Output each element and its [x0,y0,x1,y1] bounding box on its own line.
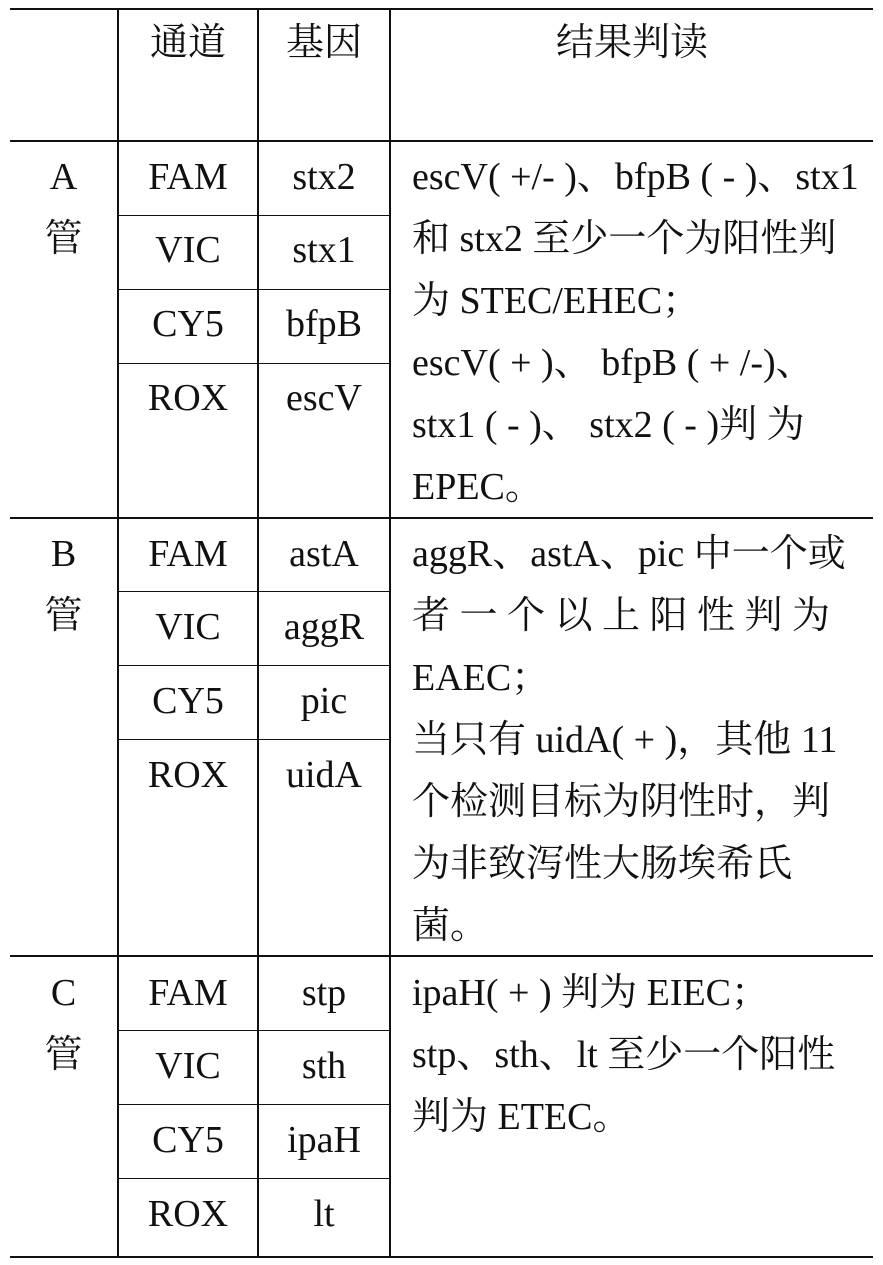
tube-label: A [49,156,78,198]
result-line: stx1 ( - )、 stx2 ( - )判 为 [412,404,805,446]
result-line: 当只有 uidA( + )，其他 11 [412,719,838,761]
result-line: EAEC； [412,657,550,699]
gene-cell: ipaH [287,1119,361,1161]
channel-cell: FAM [148,972,228,1014]
result-line: EPEC。 [412,466,543,508]
channel-cell: ROX [147,1193,229,1235]
tube-label: 管 [44,595,83,637]
row-separator [118,289,390,290]
result-line: escV( +/- )、bfpB ( - )、stx1 [412,156,859,198]
gene-cell: stx2 [292,156,356,198]
column-divider [389,9,391,1257]
result-line: 为 STEC/EHEC； [412,280,701,322]
gene-cell: uidA [286,754,362,796]
tube-label: 管 [44,218,83,260]
header-result: 结果判读 [555,22,708,64]
tube-label: 管 [44,1034,83,1076]
row-separator [118,739,390,740]
header-channel: 通道 [149,22,226,64]
row-separator [118,591,390,592]
row-separator [118,215,390,216]
row-separator [118,1178,390,1179]
row-separator [118,1030,390,1031]
channel-cell: VIC [155,1045,221,1087]
channel-cell: FAM [148,156,228,198]
table-bottom-rule [10,1256,873,1258]
table-top-rule [10,8,873,10]
row-separator [118,363,390,364]
header-gene: 基因 [285,22,362,64]
channel-cell: ROX [147,754,229,796]
row-separator [118,1104,390,1105]
result-line: 菌。 [412,905,489,947]
gene-cell: escV [286,377,362,419]
result-line: aggR、astA、pic 中一个或 [412,533,846,575]
gene-cell: aggR [283,606,365,648]
gene-cell: lt [313,1193,335,1235]
channel-cell: VIC [155,229,221,271]
gene-cell: pic [300,680,348,722]
result-text-a [412,146,859,518]
channel-cell: CY5 [152,1119,224,1161]
channel-cell: CY5 [152,303,224,345]
gene-cell: stp [301,972,347,1014]
result-line: 个检测目标为阴性时，判 [412,781,831,823]
header-bottom-rule [10,140,873,142]
result-text-b [412,523,852,957]
gene-cell: sth [301,1045,347,1087]
result-line: 判为 ETEC。 [412,1096,631,1138]
channel-cell: VIC [155,606,221,648]
gene-cell: stx1 [292,229,356,271]
channel-cell: ROX [147,377,229,419]
row-separator [118,665,390,666]
result-line: stp、sth、lt 至少一个阳性 [412,1034,836,1076]
result-line: 为非致泻性大肠埃希氏 [412,843,793,885]
result-line: ipaH( + ) 判为 EIEC； [412,972,770,1014]
gene-cell: astA [289,533,359,575]
result-text-c [412,962,852,1148]
tube-label: C [50,972,77,1014]
gene-cell: bfpB [286,303,362,345]
tube-label: B [50,533,77,575]
result-line: escV( + )、 bfpB ( + /-)、 [412,342,814,384]
channel-cell: CY5 [152,680,224,722]
channel-cell: FAM [148,533,228,575]
result-line: 和 stx2 至少一个为阳性判 [412,218,837,260]
result-line: 者 一 个 以 上 阳 性 判 为 [412,595,831,637]
